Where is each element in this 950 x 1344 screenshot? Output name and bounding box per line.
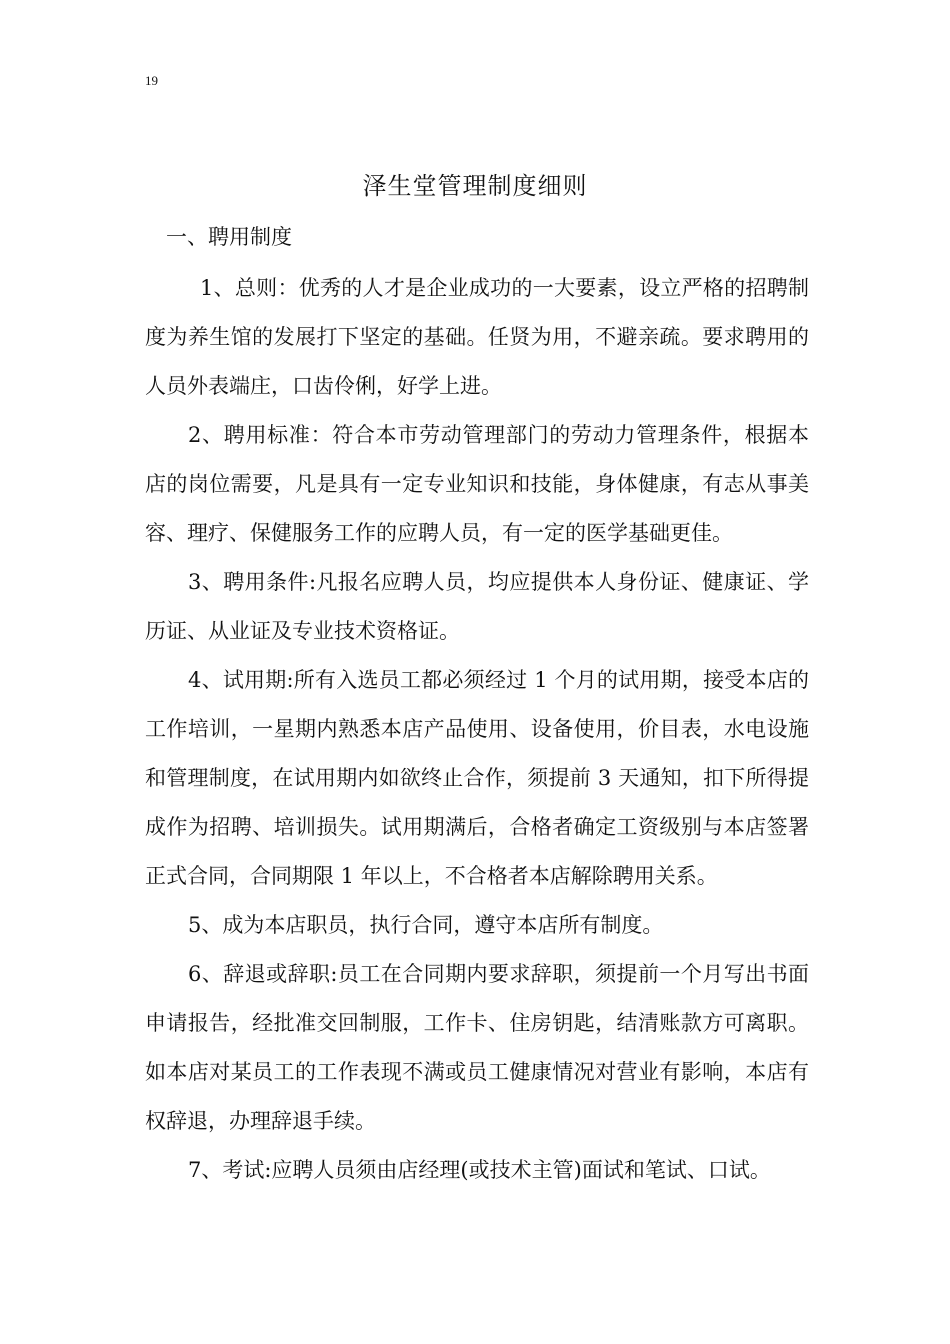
section-heading: 一、聘用制度 — [166, 225, 292, 249]
paragraph-general-principle: 1、总则：优秀的人才是企业成功的一大要素，设立严格的招聘制度为养生馆的发展打下坚定的基础。任贤为用，不避亲疏。要求聘用的人员外表端庄，口齿伶俐，好学上进。 — [145, 276, 809, 398]
document-title: 泽生堂管理制度细则 — [362, 172, 588, 200]
paragraph-become-staff: 5、成为本店职员，执行合同，遵守本店所有制度。 — [188, 913, 664, 937]
paragraph-hiring-standard: 2、聘用标准：符合本市劳动管理部门的劳动力管理条件，根据本店的岗位需要，凡是具有一定专业知识和技能，身体健康，有志从事美容、理疗、保健服务工作的应聘人员，有一定的医学基础更佳。 — [145, 423, 809, 545]
paragraph-dismissal-resignation: 6、辞退或辞职:员工在合同期内要求辞职，须提前一个月写出书面申请报告，经批准交回制服，工作卡、住房钥匙，结清账款方可离职。如本店对某员工的工作表现不满或员工健康情况对营业有影响，本店有权辞退，办理辞退手续。 — [145, 962, 809, 1133]
body-paragraphs — [145, 264, 809, 1195]
page-number: 19 — [145, 73, 158, 88]
paragraph-probation: 4、试用期:所有入选员工都必须经过 1 个月的试用期，接受本店的工作培训，一星期内熟悉本店产品使用、设备使用，价目表，水电设施和管理制度，在试用期内如欲终止合作，须提前 3 天通知，扣下所得提成作为招聘、培训损失。试用期满后，合格者确定工资级别与本店签署正式合同，合同期限 1 年以上，不合格者本店解除聘用关系。 — [145, 668, 809, 888]
paragraph-examination: 7、考试:应聘人员须由店经理(或技术主管)面试和笔试、口试。 — [188, 1158, 771, 1182]
paragraph-hiring-conditions: 3、聘用条件:凡报名应聘人员，均应提供本人身份证、健康证、学历证、从业证及专业技术资格证。 — [145, 570, 809, 643]
